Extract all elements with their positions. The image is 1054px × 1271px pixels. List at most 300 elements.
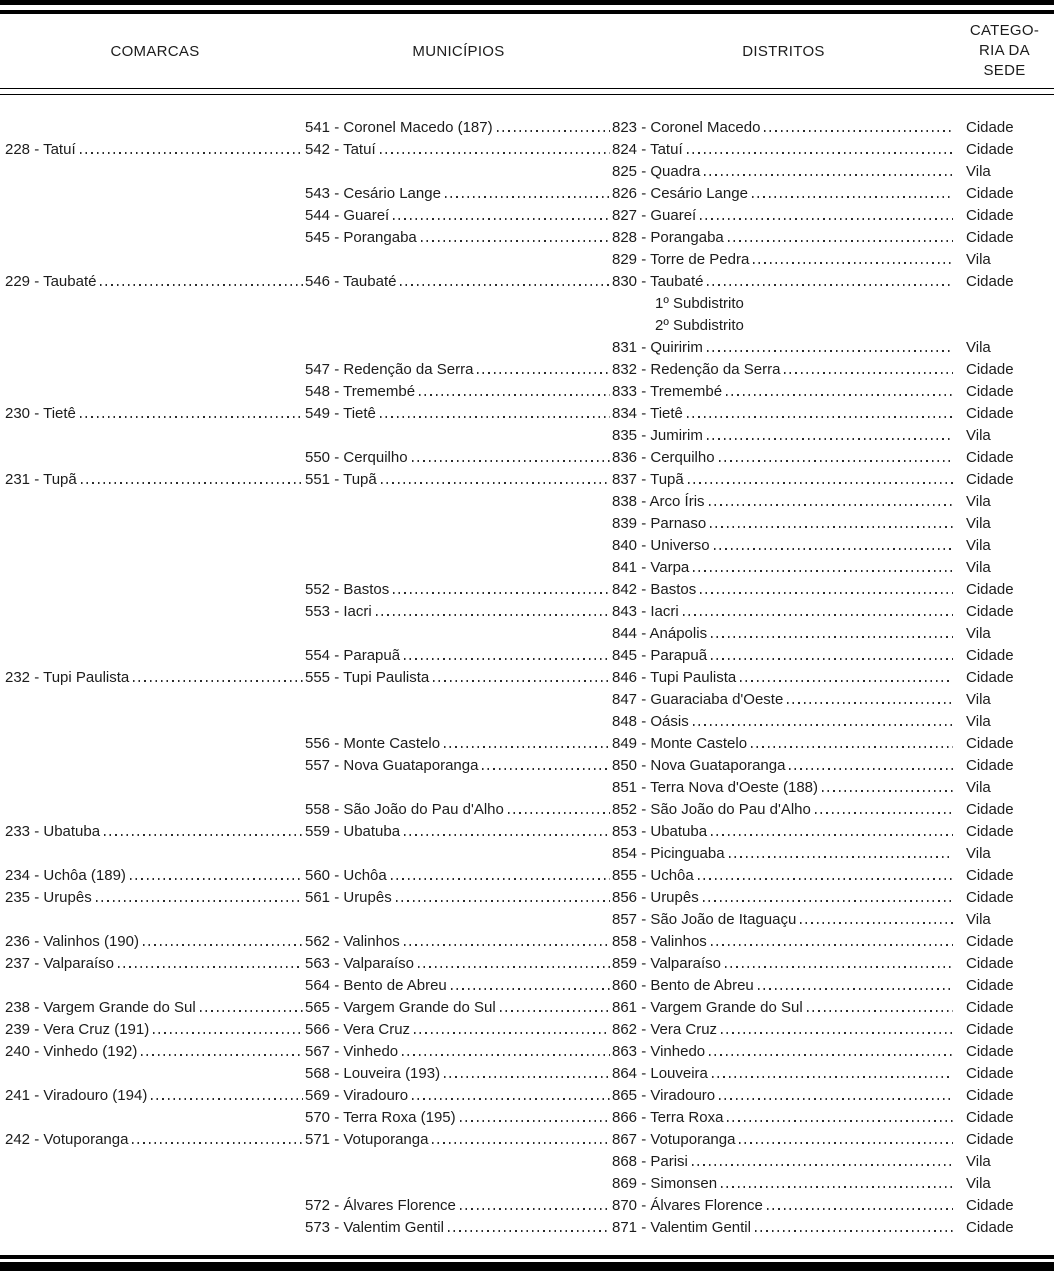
dot-leader [700,218,953,220]
dot-leader [721,1186,953,1188]
table-row [5,779,1054,801]
municipio-text: 555 - Tupi Paulista [305,668,430,686]
municipio-cell [305,977,612,994]
dot-leader [704,174,953,176]
distrito-text: 862 - Vera Cruz [612,1020,718,1038]
comarca-cell [5,889,305,906]
dot-leader [130,878,303,880]
categoria-cell [955,977,1014,994]
distrito-cell [612,427,955,444]
categoria-cell [955,581,1014,598]
municipio-text: 553 - Iacri [305,602,372,620]
comarca-text: 242 - Votuporanga [5,1130,129,1148]
distrito-text: 843 - Iacri [612,602,679,620]
dot-leader [444,1076,610,1078]
dot-leader [421,240,610,242]
dot-leader [460,1208,610,1210]
municipio-cell [305,405,612,422]
categoria-text: Vila [966,712,991,730]
categoria-cell [955,801,1014,818]
distrito-cell [612,339,955,356]
categoria-text: Cidade [966,976,1014,994]
dot-leader [402,1054,610,1056]
column-header-categoria-line2: RIA DA [979,42,1030,59]
categoria-cell [955,251,991,268]
table-row [5,537,1054,559]
categoria-text: Vila [966,844,991,862]
categoria-text: Vila [966,910,991,928]
categoria-text: Cidade [966,1218,1014,1236]
categoria-text: Cidade [966,932,1014,950]
table-row [5,1021,1054,1043]
distrito-text: 860 - Bento de Abreu [612,976,754,994]
table-row [5,229,1054,251]
municipio-cell [305,889,612,906]
table-row [5,1197,1054,1219]
dot-leader [380,416,610,418]
table-row [5,603,1054,625]
distrito-cell [612,581,955,598]
categoria-cell [955,471,1014,488]
distrito-cell [612,867,955,884]
categoria-text: Vila [966,624,991,642]
municipio-cell [305,141,612,158]
table-row [5,867,1054,889]
comarca-text: 236 - Valinhos (190) [5,932,139,950]
categoria-text: Cidade [966,1042,1014,1060]
municipio-text: 558 - São João do Pau d'Alho [305,800,504,818]
distrito-text: 831 - Quiririm [612,338,703,356]
distrito-text: 857 - São João de Itaguaçu [612,910,797,928]
dot-leader [451,988,610,990]
distrito-text: 836 - Cerquilho [612,448,715,466]
municipio-cell [305,1087,612,1104]
municipio-cell [305,647,612,664]
dot-leader [719,460,953,462]
categoria-cell [955,383,1014,400]
dot-leader [729,856,953,858]
categoria-cell [955,735,1014,752]
distrito-cell [612,1043,955,1060]
dot-leader [460,1120,610,1122]
distrito-cell [612,207,955,224]
categoria-cell [955,1131,1014,1148]
dot-leader [687,152,953,154]
table-row [5,625,1054,647]
distrito-cell [612,889,955,906]
dot-leader [752,196,953,198]
municipio-cell [305,185,612,202]
distrito-cell [612,361,955,378]
categoria-text: Cidade [966,646,1014,664]
dot-leader [418,966,610,968]
distrito-text: 845 - Parapuã [612,646,708,664]
dot-leader [693,724,953,726]
categoria-text: Cidade [966,272,1014,290]
distrito-text: 868 - Parisi [612,1152,688,1170]
municipio-text: 549 - Tietê [305,404,376,422]
dot-leader [807,1010,953,1012]
distrito-cell [612,1087,955,1104]
categoria-cell [955,185,1014,202]
table-row [5,207,1054,229]
table-row [5,933,1054,955]
municipio-text: 570 - Terra Roxa (195) [305,1108,456,1126]
distrito-text: 839 - Parnaso [612,514,707,532]
dot-leader [412,460,610,462]
table-row [5,823,1054,845]
table-row [5,1153,1054,1175]
municipio-cell [305,207,612,224]
dot-leader [143,944,303,946]
distrito-cell [612,405,955,422]
distrito-text: 841 - Varpa [612,558,690,576]
dot-leader [81,482,303,484]
categoria-cell [955,229,1014,246]
distrito-text: 825 - Quadra [612,162,701,180]
column-header-municipios: MUNICÍPIOS [412,42,505,60]
categoria-cell [955,1109,1014,1126]
distrito-cell [612,515,955,532]
table-row [5,317,1054,339]
table-row [5,251,1054,273]
municipio-text: 548 - Tremembé [305,382,416,400]
municipio-cell [305,383,612,400]
categoria-text: Vila [966,426,991,444]
dot-leader [433,680,610,682]
comarca-text: 241 - Viradouro (194) [5,1086,148,1104]
categoria-cell [955,625,991,642]
distrito-text: 828 - Porangaba [612,228,724,246]
categoria-text: Cidade [966,228,1014,246]
categoria-cell [955,1087,1014,1104]
municipio-text: 546 - Taubaté [305,272,397,290]
table-row [5,361,1054,383]
categoria-cell [955,1065,1014,1082]
categoria-text: Cidade [966,470,1014,488]
categoria-text: Cidade [966,580,1014,598]
table-row [5,581,1054,603]
distrito-cell [612,163,955,180]
comarca-cell [5,1021,305,1038]
dot-leader [151,1098,303,1100]
distrito-text: 827 - Guareí [612,206,697,224]
dot-leader [712,1076,953,1078]
table-body [0,119,1054,1241]
dot-leader [822,790,953,792]
distrito-text: 870 - Álvares Florence [612,1196,763,1214]
bottom-rule-thin [0,1255,1054,1259]
comarca-cell [5,471,305,488]
distrito-text: 834 - Tietê [612,404,683,422]
distrito-cell [612,317,955,334]
municipio-cell [305,955,612,972]
municipio-cell [305,581,612,598]
categoria-cell [955,559,991,576]
distrito-cell [612,603,955,620]
dot-leader [815,812,953,814]
dot-leader [711,944,953,946]
categoria-text: Vila [966,162,991,180]
comarca-cell [5,405,305,422]
distrito-cell [612,449,955,466]
categoria-text: Vila [966,338,991,356]
table-row [5,889,1054,911]
comarca-cell [5,141,305,158]
comarca-text: 234 - Uchôa (189) [5,866,126,884]
dot-leader [80,152,303,154]
dot-leader [404,944,610,946]
bottom-rule-thick [0,1262,1054,1271]
categoria-cell [955,911,991,928]
dot-leader [784,372,953,374]
dot-leader [444,746,610,748]
municipio-cell [305,273,612,290]
categoria-text: Cidade [966,404,1014,422]
categoria-text: Cidade [966,360,1014,378]
categoria-cell [955,757,1014,774]
table-row [5,757,1054,779]
comarca-text: 231 - Tupã [5,470,77,488]
distrito-cell [612,911,955,928]
municipio-text: 557 - Nova Guataporanga [305,756,479,774]
municipio-cell [305,1043,612,1060]
dot-leader [393,592,610,594]
dot-leader [707,284,953,286]
dot-leader [80,416,303,418]
distrito-text: 837 - Tupã [612,470,684,488]
distrito-text: 1º Subdistrito [655,294,744,312]
distrito-cell [612,229,955,246]
municipio-text: 571 - Votuporanga [305,1130,429,1148]
table-row [5,713,1054,735]
distrito-cell [612,493,955,510]
table-row [5,119,1054,141]
distrito-cell [612,1175,955,1192]
distrito-text: 823 - Coronel Macedo [612,118,761,136]
categoria-cell [955,141,1014,158]
dot-leader [400,284,610,286]
categoria-cell [955,669,1014,686]
municipio-cell [305,361,612,378]
dot-leader [419,394,610,396]
categoria-cell [955,1021,1014,1038]
column-header-categoria-line3: SEDE [983,62,1026,79]
categoria-cell [955,779,991,796]
municipio-cell [305,735,612,752]
categoria-cell [955,1043,1014,1060]
distrito-text: 854 - Picinguaba [612,844,725,862]
comarca-cell [5,669,305,686]
distrito-text: 849 - Monte Castelo [612,734,748,752]
categoria-cell [955,405,1014,422]
comarca-text: 238 - Vargem Grande do Sul [5,998,196,1016]
table-row [5,1175,1054,1197]
dot-leader [412,1098,610,1100]
dot-leader [404,834,610,836]
dot-leader [753,262,953,264]
distrito-text: 826 - Cesário Lange [612,184,748,202]
categoria-cell [955,273,1014,290]
dot-leader [711,834,953,836]
dot-leader [200,1010,303,1012]
categoria-text: Vila [966,690,991,708]
categoria-text: Cidade [966,382,1014,400]
dot-leader [132,1142,303,1144]
municipio-cell [305,1021,612,1038]
categoria-text: Cidade [966,184,1014,202]
categoria-cell [955,119,1014,136]
dot-leader [764,130,953,132]
distrito-cell [612,1219,955,1236]
table-row [5,1219,1054,1241]
distrito-text: 838 - Arco Íris [612,492,705,510]
municipio-text: 541 - Coronel Macedo (187) [305,118,493,136]
categoria-cell [955,1175,991,1192]
distrito-text: 855 - Uchôa [612,866,694,884]
dot-leader [141,1054,303,1056]
dot-leader [96,900,303,902]
categoria-cell [955,691,991,708]
categoria-cell [955,361,1014,378]
dot-leader [404,658,610,660]
municipio-text: 562 - Valinhos [305,932,400,950]
table-row [5,977,1054,999]
municipio-cell [305,801,612,818]
distrito-text: 835 - Jumirim [612,426,703,444]
column-header-comarcas: COMARCAS [110,42,200,60]
categoria-cell [955,1197,1014,1214]
distrito-cell [612,1109,955,1126]
categoria-text: Cidade [966,1108,1014,1126]
categoria-cell [955,449,1014,466]
categoria-text: Cidade [966,866,1014,884]
categoria-cell [955,493,991,510]
table-row [5,1087,1054,1109]
dot-leader [721,1032,953,1034]
categoria-text: Cidade [966,734,1014,752]
distrito-text: 832 - Redenção da Serra [612,360,781,378]
comarca-text: 228 - Tatuí [5,140,76,158]
distrito-text: 858 - Valinhos [612,932,707,950]
comarca-text: 239 - Vera Cruz (191) [5,1020,150,1038]
dot-leader [789,768,953,770]
comarca-cell [5,1043,305,1060]
municipio-text: 566 - Vera Cruz [305,1020,411,1038]
categoria-text: Vila [966,778,991,796]
table-row [5,471,1054,493]
distrito-text: 847 - Guaraciaba d'Oeste [612,690,784,708]
comarca-text: 232 - Tupi Paulista [5,668,130,686]
municipio-cell [305,1131,612,1148]
categoria-text: Cidade [966,888,1014,906]
categoria-cell [955,1153,991,1170]
distrito-cell [612,295,955,312]
dot-leader [445,196,610,198]
dot-leader [707,438,953,440]
distrito-cell [612,471,955,488]
categoria-cell [955,163,991,180]
comarca-cell [5,273,305,290]
dot-leader [380,152,610,154]
categoria-text: Cidade [966,998,1014,1016]
table-row [5,405,1054,427]
municipio-text: 568 - Louveira (193) [305,1064,441,1082]
dot-leader [703,900,953,902]
municipio-cell [305,119,612,136]
dot-leader [758,988,953,990]
municipio-text: 565 - Vargem Grande do Sul [305,998,496,1016]
table-header [0,14,1054,88]
dot-leader [432,1142,610,1144]
distrito-cell [612,977,955,994]
table-row [5,1109,1054,1131]
dot-leader [500,1010,610,1012]
dot-leader [688,482,953,484]
distrito-cell [612,933,955,950]
municipio-text: 560 - Uchôa [305,866,387,884]
categoria-cell [955,1219,1014,1236]
distrito-text: 866 - Terra Roxa [612,1108,724,1126]
distrito-text: 848 - Oásis [612,712,689,730]
distrito-text: 856 - Urupês [612,888,699,906]
dot-leader [683,614,953,616]
distrito-text: 2º Subdistrito [655,316,744,334]
dot-leader [725,966,953,968]
table-row [5,185,1054,207]
dot-leader [707,350,953,352]
distrito-cell [612,1021,955,1038]
table-row [5,295,1054,317]
categoria-cell [955,845,991,862]
distrito-cell [612,713,955,730]
dot-leader [700,592,953,594]
categoria-text: Cidade [966,206,1014,224]
municipio-text: 545 - Porangaba [305,228,417,246]
distrito-text: 852 - São João do Pau d'Alho [612,800,811,818]
distrito-text: 871 - Valentim Gentil [612,1218,751,1236]
dot-leader [687,416,953,418]
table-row [5,163,1054,185]
categoria-cell [955,889,1014,906]
table-row [5,383,1054,405]
categoria-text: Vila [966,492,991,510]
dot-leader [393,218,610,220]
comarca-cell [5,1087,305,1104]
categoria-text: Cidade [966,1130,1014,1148]
municipio-text: 556 - Monte Castelo [305,734,441,752]
dot-leader [751,746,953,748]
categoria-cell [955,427,991,444]
categoria-text: Cidade [966,1196,1014,1214]
categoria-text: Vila [966,1152,991,1170]
column-header-categoria [955,21,1054,81]
dot-leader [739,1142,953,1144]
table-row [5,801,1054,823]
table-row [5,911,1054,933]
municipio-text: 551 - Tupã [305,470,377,488]
distrito-text: 859 - Valparaíso [612,954,721,972]
categoria-text: Cidade [966,602,1014,620]
municipio-cell [305,669,612,686]
dot-leader [709,1054,953,1056]
municipio-text: 542 - Tatuí [305,140,376,158]
dot-leader [714,548,953,550]
distrito-cell [612,273,955,290]
dot-leader [381,482,610,484]
comarca-cell [5,933,305,950]
categoria-text: Cidade [966,822,1014,840]
